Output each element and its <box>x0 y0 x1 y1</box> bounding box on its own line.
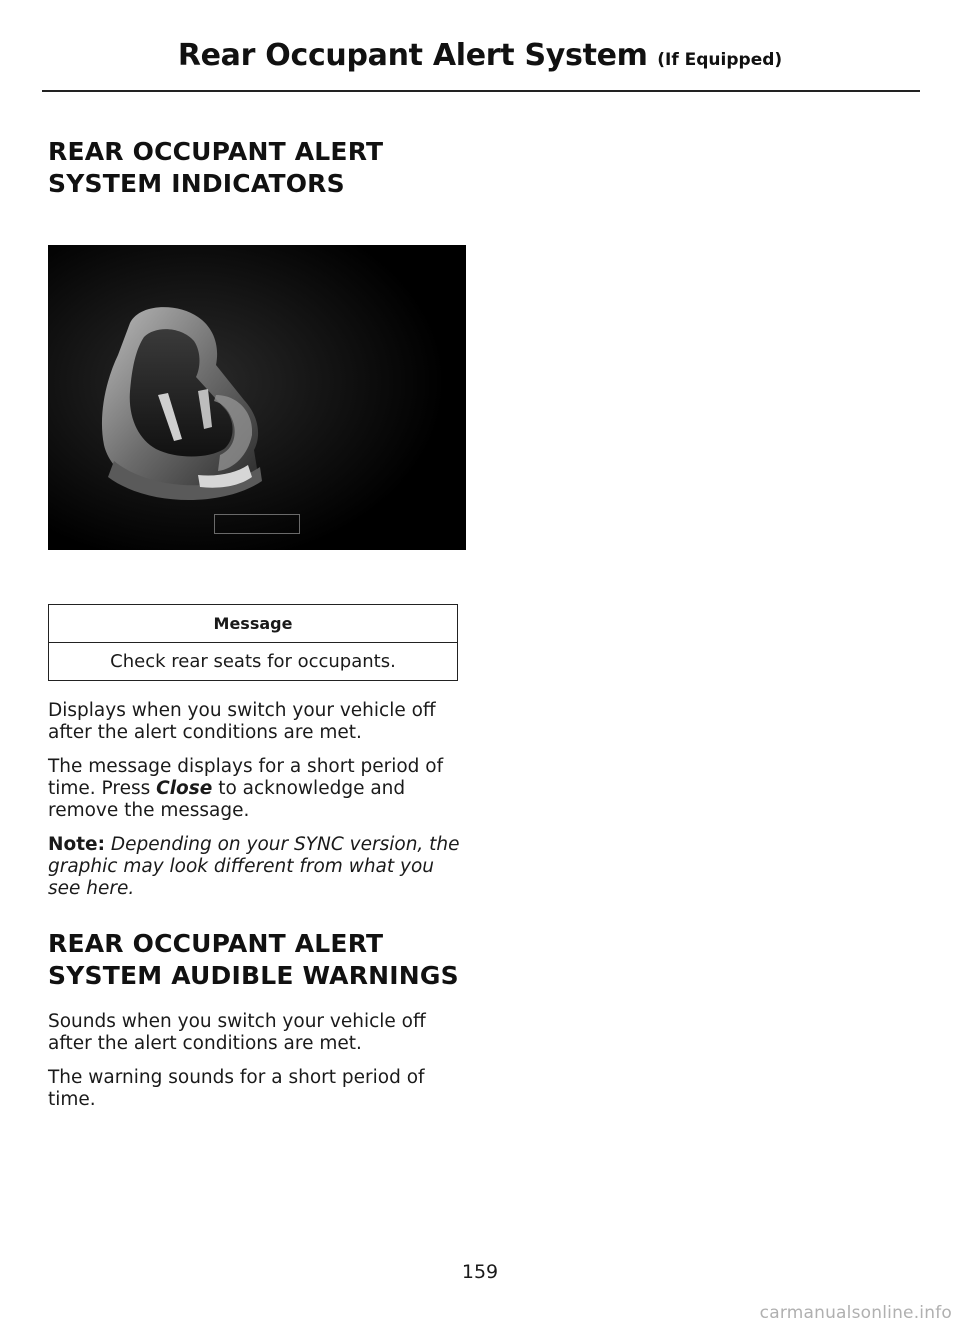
paragraph-text: to acknowledge and remove the message. <box>48 778 406 821</box>
heading-line: REAR OCCUPANT ALERT <box>48 137 384 166</box>
paragraph-warning-duration <box>48 1067 466 1111</box>
table-header-row <box>49 605 458 643</box>
paragraph-text: Sounds when you switch your vehicle off after the alert conditions are met. <box>48 1011 426 1054</box>
close-keyword: Close <box>156 778 213 799</box>
header-subtitle: (If Equipped) <box>657 50 783 70</box>
table-row <box>49 643 458 681</box>
message-table <box>48 604 458 681</box>
header-divider <box>42 90 920 92</box>
page-number: 159 <box>461 1261 499 1283</box>
section-heading-audible <box>48 928 460 992</box>
paragraph-text: The message displays for a short period of time. Press <box>48 756 444 799</box>
paragraph-displays <box>48 700 466 744</box>
note-paragraph <box>48 834 466 900</box>
paragraph-sounds <box>48 1011 466 1055</box>
heading-line: REAR OCCUPANT ALERT <box>48 929 384 958</box>
figure-label-box <box>214 514 300 534</box>
paragraph-text: The warning sounds for a short period of time. <box>48 1067 425 1110</box>
page-header <box>0 38 960 73</box>
header-title: Rear Occupant Alert System <box>177 38 648 73</box>
paragraph-message-duration <box>48 756 466 822</box>
child-seat-display-graphic <box>48 245 466 550</box>
note-label: Note: <box>48 834 105 855</box>
child-seat-image <box>48 245 466 550</box>
section-heading-indicators <box>48 136 460 200</box>
heading-line: SYSTEM AUDIBLE WARNINGS <box>48 961 459 990</box>
note-text: Depending on your SYNC version, the graphic may look different from what you see here. <box>48 834 460 899</box>
heading-line: SYSTEM INDICATORS <box>48 169 345 198</box>
paragraph-text: Displays when you switch your vehicle off after the alert conditions are met. <box>48 700 436 743</box>
table-cell: Check rear seats for occupants. <box>49 643 458 681</box>
table-header-cell: Message <box>49 605 458 643</box>
watermark: carmanualsonline.info <box>759 1303 952 1323</box>
